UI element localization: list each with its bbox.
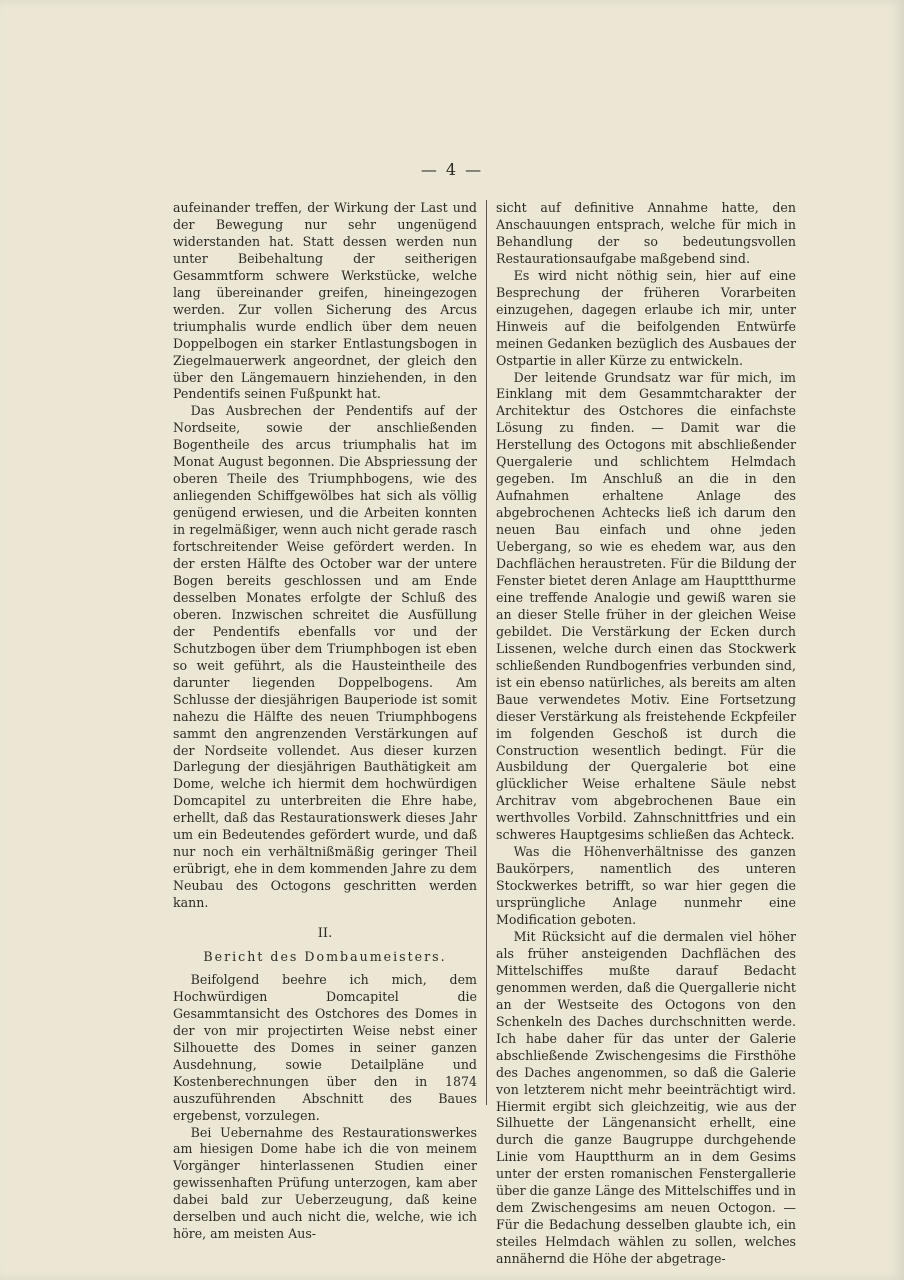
page-number: — 4 — xyxy=(420,160,484,179)
left-column xyxy=(173,200,477,1243)
paragraph: Der leitende Grundsatz war für mich, im Einklang mit dem Gesammtcharakter der Architektur des Ostchores die einfachste Lösung zu finden. — Damit war die Herstellung des Octogons mit abschließender Quergalerie und schlichtem Helmdach gegeben. Im Anschluß an die in den Aufnahmen erhaltene Anlage des abgebrochenen Achtecks ließ ich darum den neuen Bau einfach und ohne jeden Uebergang, so wie es ehedem war, aus den Dachflächen heraustreten. Für die Bildung der Fenster bietet deren Anlage am Haupttthurme eine treffende Analogie und gewiß waren sie an dieser Stelle früher in der gleichen Weise gebildet. Die Verstärkung der Ecken durch Lissenen, welche durch einen das Stockwerk schließenden Rundbogenfries verbunden sind, ist ein ebenso natürliches, als bereits am alten Baue verwendetes Motiv. Eine Fortsetzung dieser Verstärkung als freistehende Eckpfeiler im folgenden Geschoß ist durch die Construction wesentlich bedingt. Für die Ausbildung der Quergalerie bot eine glücklicher Weise erhaltene Säule nebst Architrav vom abgebrochenen Baue ein werthvolles Vorbild. Zahnschnittfries und ein schweres Hauptgesims schließen das Achteck. xyxy=(496,369,796,843)
section-subheading: Bericht des Dombaumeisters. xyxy=(203,948,447,964)
right-column xyxy=(496,200,796,1268)
paragraph: sicht auf definitive Annahme hatte, den Anschauungen entsprach, welche für mich in Behandlung der so bedeutungsvollen Restaurationsaufgabe maßgebend sind. xyxy=(496,200,796,266)
paragraph: Das Ausbrechen der Pendentifs auf der Nordseite, sowie der anschließenden Bogentheile des arcus triumphalis hat im Monat August begonnen. Die Abspriessung der oberen Theile des Triumphbogens, wie des anliegenden Schiffgewölbes hat sich als völlig genügend erwiesen, und die Arbeiten konnten in regelmäßiger, wenn auch nicht gerade rasch fortschreitender Weise gefördert werden. In der ersten Hälfte des October war der untere Bogen bereits geschlossen und am Ende desselben Monates erfolgte der Schluß des oberen. Inzwischen schreitet die Ausfüllung der Pendentifs ebenfalls vor und der Schutzbogen über dem Triumphbogen ist eben so weit geführt, als die Hausteintheile des darunter liegenden Doppelbogens. Am Schlusse der diesjährigen Bauperiode ist somit nahezu die Hälfte des neuen Triumphbogens sammt den angrenzenden Verstärkungen auf der Nordseite vollendet. Aus dieser kurzen Darlegung der diesjährigen Bauthätigkeit am Dome, welche ich hiermit dem hochwürdigen Domcapitel zu unterbreiten die Ehre habe, erhellt, daß das Restaurationswerk dieses Jahr um ein Bedeutendes gefördert wurde, und daß nur noch ein verhältnißmäßig geringer Theil erübrigt, ehe in dem kommenden Jahre zu dem Neubau des Octogons geschritten werden kann. xyxy=(173,403,477,911)
column-divider xyxy=(486,200,487,1105)
paragraph: Mit Rücksicht auf die dermalen viel höher als früher ansteigenden Dachflächen des Mittelschiffes mußte darauf Bedacht genommen werden, daß die Quergallerie nicht an der Westseite des Octogons von den Schenkeln des Daches durchschnitten werde. Ich habe daher für das unter der Galerie abschließende Zwischengesims die Firsthöhe des Daches angenommen, so daß die Galerie von letzterem nicht mehr beeinträchtigt wird. Hiermit ergibt sich gleichzeitig, wie aus der Silhuette der Längenansicht erhellt, eine durch die ganze Baugruppe durchgehende Linie vom Hauptthurm an in dem Gesims unter der ersten romanischen Fenstergallerie über die ganze Länge des Mittelschiffes und in dem Zwischengesims am neuen Octogon. — Für die Bedachung desselben glaubte ich, ein steiles Helmdach wählen zu sollen, welches annähernd die Höhe der abgetrage- xyxy=(496,928,796,1267)
section-heading: II. xyxy=(317,926,333,942)
paragraph: aufeinander treffen, der Wirkung der Last und der Bewegung nur sehr ungenügend widerstanden hat. Statt dessen werden nun unter Beibehaltung der seitherigen Gesammtform schwere Werkstücke, welche lang übereinander greifen, hineingezogen werden. Zur vollen Sicherung des Arcus triumphalis wurde endlich über dem neuen Doppelbogen ein starker Entlastungsbogen in Ziegelmauerwerk angeordnet, der gleich den über den Längemauern hinziehenden, in den Pendentifs seinen Fußpunkt hat. xyxy=(173,200,477,402)
paragraph: Beifolgend beehre ich mich, dem Hochwürdigen Domcapitel die Gesammtansicht des Ostchores des Domes in der von mir projectirten Weise nebst einer Silhouette des Domes in seiner ganzen Ausdehnung, sowie Detailpläne und Kostenberechnungen über den in 1874 auszuführenden Abschnitt des Baues ergebenst, vorzulegen. xyxy=(173,971,477,1123)
paragraph: Bei Uebernahme des Restaurationswerkes am hiesigen Dome habe ich die von meinem Vorgänger hinterlassenen Studien einer gewissenhaften Prüfung unterzogen, kam aber dabei bald zur Ueberzeugung, daß keine derselben und auch nicht die, welche, wie ich höre, am meisten Aus- xyxy=(173,1124,477,1242)
paragraph: Es wird nicht nöthig sein, hier auf eine Besprechung der früheren Vorarbeiten einzugehen, dagegen erlaube ich mir, unter Hinweis auf die beifolgenden Entwürfe meinen Gedanken bezüglich des Ausbaues der Ostpartie in aller Kürze zu entwickeln. xyxy=(496,267,796,368)
paragraph: Was die Höhenverhältnisse des ganzen Baukörpers, namentlich des unteren Stockwerkes betrifft, so war hier gegen die ursprüngliche Anlage nunmehr eine Modification geboten. xyxy=(496,844,796,928)
